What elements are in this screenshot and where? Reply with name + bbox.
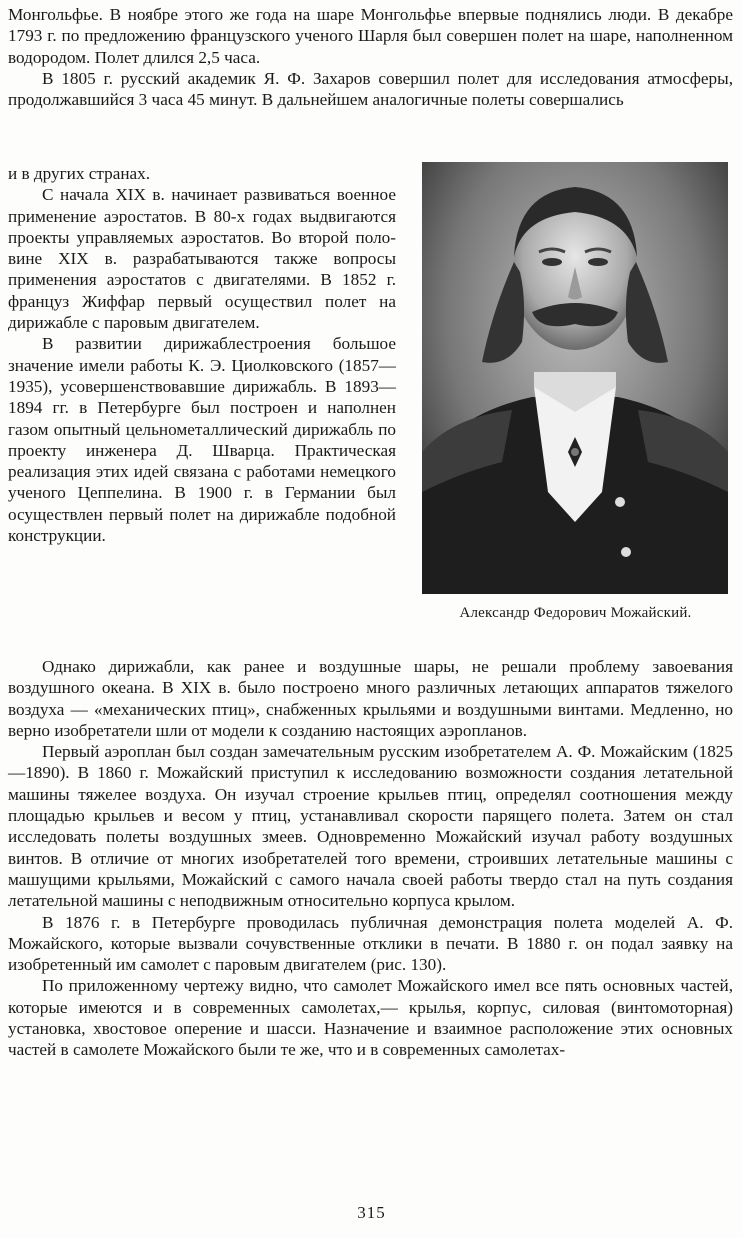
top-text <box>8 4 733 110</box>
paragraph: Монгольфье. В ноябре этого же года на шаре Монгольфье впервые поднялись люди. В декабре 1793 г. по предложению французского ученого Шарля был совершен полет на шаре, наполненном водородом. Полет длился 2,5 часа. <box>8 5 733 67</box>
figure-caption: Александр Федорович Можайский. <box>459 605 692 621</box>
paragraph: Первый аэроплан был создан замечательным русским изобретателем А. Ф. Можайским (1825—1890). В 1860 г. Можайский приступил к исследованию возможности создания летательной машины тяжелее воздуха. Он изучал строение крыльев птиц, определял соотношения между площадью крыльев и весом у птиц, устанавливал скорости парящего полета. Затем он стал исследовать полеты воздушных змеев. Одновременно Можайский изучал работу воздушных винтов. В отличие от многих изобретателей того времени, строивших летательные машины с машущими крыльями, Можайский с самого начала своей работы твердо стал на путь создания летательной машины с неподвижным относительно корпуса крылом. <box>8 742 733 911</box>
paragraph: Однако дирижабли, как ранее и воздушные шары, не решали проблему завоевания воздушного океана. В XIX в. было построено много различных летающих аппаратов тяжелого воздуха — «механических птиц», снабженных крыльями и воздушными винтами. Медленно, но верно изобретатели шли от модели к созданию настоящих аэропланов. <box>8 657 733 740</box>
paragraph: и в других странах. <box>8 164 151 183</box>
paragraph: По приложенному чертежу видно, что самолет Можайского имел все пять основных частей, которые имеются и в современных самолетах,— крылья, корпус, силовая (винтомоторная) установка, хвостовое оперение и шасси. Назначение и взаимное расположение этих основных частей в самолете Можайского были те же, что и в современных самолетах- <box>8 976 733 1060</box>
bottom-text <box>8 656 733 1061</box>
paragraph: В 1805 г. русский академик Я. Ф. Захаров совершил полет для исследования атмосферы, продолжавшийся 3 часа 45 минут. В дальнейшем аналогичные полеты совершались <box>8 68 733 110</box>
portrait-illustration <box>422 162 728 594</box>
paragraph: В 1876 г. в Петербурге проводилась публичная демонстрация полета моделей А. Ф. Можайского, которые вызвали сочувственные отклики в печати. В 1880 г. он подал заявку на изобретенный им самолет с паровым двигателем (рис. 130). <box>8 912 733 975</box>
paragraph: С начала XIX в. начинает развиваться военное применение аэростатов. В 80-х годах выдвигаются проекты управляемых аэростатов. Во второй половине XIX в. разрабатываются также вопросы применения аэростатов с двигателями. В 1852 г. француз Жиффар первый осуществил полет на дирижабле с паровым двигателем. <box>8 185 396 333</box>
portrait-photo <box>422 162 728 594</box>
page-number: 315 <box>357 1203 386 1222</box>
side-text <box>8 163 396 546</box>
paragraph: В развитии дирижаблестроения большое значение имели работы К. Э. Циолковского (1857—1935), усовершенствовавшие дирижабль. В 1893—1894 гг. в Петербурге был построен и наполнен газом опытный цельнометаллический дирижабль по проекту инженера Д. Шварца. Практическая реализация этих идей связана с работами немецкого ученого Цеппелина. В 1900 г. в Германии был осуществлен первый полет на дирижабле подобной конструкции. <box>8 334 396 546</box>
